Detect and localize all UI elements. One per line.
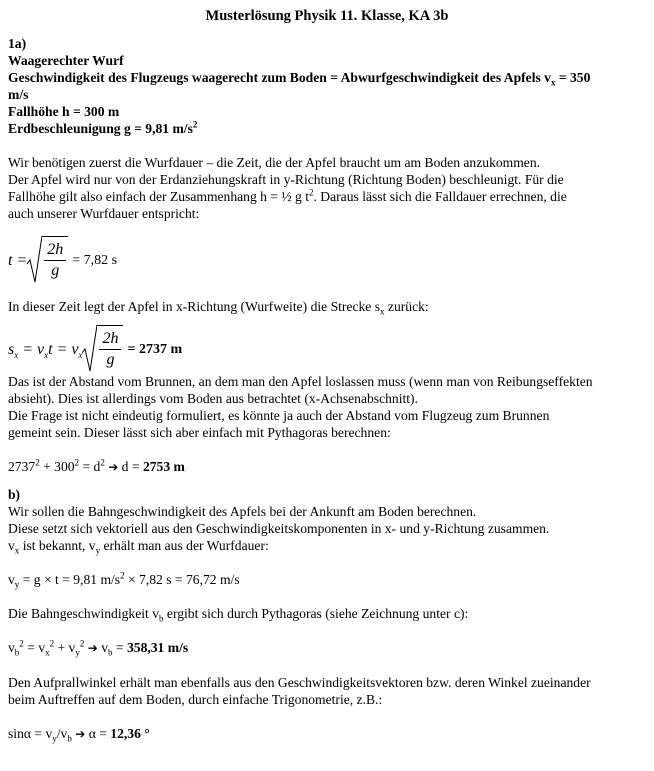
- sqrt-symbol: $\frac{2h}{g}$: [27, 236, 68, 284]
- formula-distance: $s_x = v_xt = v_x$ $\frac{2h}{g}$ = 2737 m: [8, 325, 646, 373]
- paragraph-text: Das ist der Abstand vom Brunnen, an dem man den Apfel loslassen muss (wenn man von Reibungseffekten: [8, 374, 593, 389]
- formula-vy: $v_y = g \times t = 9,81$ $m/s^2 \times 7,82$ s = 76,72 m/s: [8, 570, 240, 590]
- section-label-1a: 1a): [8, 36, 27, 51]
- given-gravity: Erdbeschleunigung g = 9,81 $m/s^2$: [8, 119, 198, 136]
- given-speed-unit: m/s: [8, 87, 29, 102]
- paragraph-text: absieht). Dies ist allerdings vom Boden aus betrachtet (x-Achsenabschnitt).: [8, 391, 418, 406]
- given-height: Fallhöhe h = 300 m: [8, 104, 120, 119]
- paragraph-text: Die Frage ist nicht eindeutig formuliert, es könnte ja auch der Abstand vom Flugzeug zum Brunnen: [8, 408, 550, 423]
- formula-angle: $\sin\alpha = v_y/v_b$ ➔ α = 12,36 °: [8, 726, 150, 744]
- paragraph-text: Fallhöhe gilt also einfach der Zusammenhang h = ½ g $t^2$. Daraus lässt sich die Falldauer errechnen, die: [8, 187, 567, 204]
- formula-pythagoras-distance: $2737^2 + 300^2 = d^2$ ➔ d = 2753 m: [8, 457, 185, 474]
- section-heading: Waagerechter Wurf: [8, 53, 124, 68]
- paragraph-text: beim Auftreffen auf dem Boden, durch einfache Trigonometrie, z.B.:: [8, 692, 383, 707]
- page-title: Musterlösung Physik 11. Klasse, KA 3b: [205, 8, 449, 24]
- paragraph-text: Der Apfel wird nur von der Erdanziehungskraft in y-Richtung (Richtung Boden) beschleunigt. Für die: [8, 172, 564, 187]
- paragraph-text: Wir sollen die Bahngeschwindigkeit des Apfels bei der Ankunft am Boden berechnen.: [8, 504, 477, 519]
- section-1b: [8, 486, 646, 743]
- sqrt-symbol: $\frac{2h}{g}$: [82, 325, 123, 373]
- paragraph-text: $v_x$ ist bekannt, $v_y$ erhält man aus der Wurfdauer:: [8, 538, 269, 556]
- paragraph-text: Den Aufprallwinkel erhält man ebenfalls aus den Geschwindigkeitsvektoren bzw. deren Winkel zueinander: [8, 675, 591, 690]
- paragraph-text: Diese setzt sich vektoriell aus den Geschwindigkeitskomponenten in x- und y-Richtung zusammen.: [8, 521, 550, 536]
- paragraph-text: auch unserer Wurfdauer entspricht:: [8, 206, 200, 221]
- arrow-icon: ➔: [108, 460, 119, 474]
- paragraph-text: In dieser Zeit legt der Apfel in x-Richtung (Wurfweite) die Strecke $s_x$ zurück:: [8, 299, 429, 317]
- section-1a: [8, 35, 646, 476]
- arrow-icon: ➔: [75, 727, 86, 741]
- formula-time: t = $\frac{2h}{g}$ = 7,82 s: [8, 236, 646, 284]
- arrow-icon: ➔: [87, 641, 98, 655]
- section-label-1b: b): [8, 487, 21, 502]
- paragraph-text: Die Bahngeschwindigkeit $v_b$ ergibt sich durch Pythagoras (siehe Zeichnung unter c):: [8, 606, 469, 624]
- paragraph-text: Wir benötigen zuerst die Wurfdauer – die Zeit, die der Apfel braucht um am Boden anzukommen.: [8, 155, 541, 170]
- paragraph-text: gemeint sein. Dieser lässt sich aber einfach mit Pythagoras berechnen:: [8, 425, 391, 440]
- given-speed: Geschwindigkeit des Flugzeugs waagerecht zum Boden = Abwurfgeschwindigkeit des Apfels $v_x = 350$: [8, 70, 591, 88]
- formula-vb: $v_b^2 = v_x^2 + v_y^2$ ➔ $v_b = 358,31$ m/s: [8, 638, 189, 658]
